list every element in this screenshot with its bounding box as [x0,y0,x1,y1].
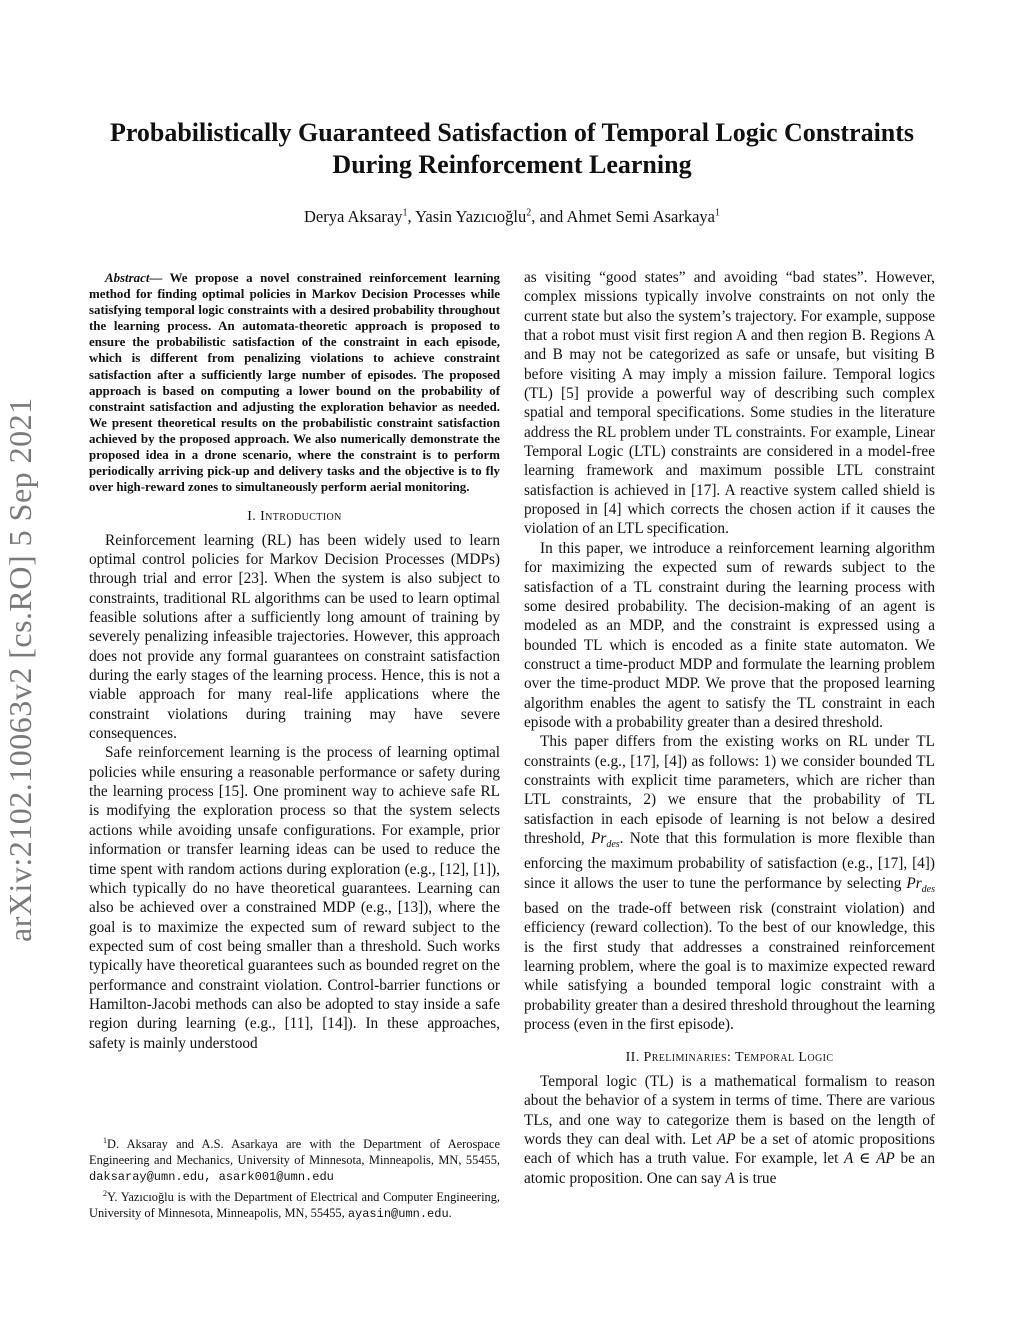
footnotes [89,1133,500,1224]
paragraph: Reinforcement learning (RL) has been widely used to learn optimal control policies for Markov Decision Processes (MDPs) through trial and error [23]. When the system is also subject to constraints, traditional RL algorithms can be used to learn optimal feasible solutions after a sufficiently long amount of training by severely penalizing infeasible trajectories. However, this approach does not provide any formal guarantees on constraint satisfaction during the early stages of the learning process. Hence, this is not a viable approach for many real-life applications where the constraint violations during training may have severe consequences. [89,531,500,743]
paragraph: Safe reinforcement learning is the process of learning optimal policies while ensuring a reasonable performance or safety during the learning process [15]. One prominent way to achieve safe RL is modifying the exploration process so that the system selects actions while avoiding unsafe configurations. For example, prior information or transfer learning ideas can be used to reduce the time spent with random actions during exploration (e.g., [12], [1]), which typically do no have theoretical guarantees. Learning can also be achieved over a constrained MDP (e.g., [13]), where the goal is to maximize the expected sum of reward subject to the expected sum of cost being smaller than a threshold. Such works typically have theoretical guarantees such as bounded regret on the performance and constraint violation. Control-barrier functions or Hamilton-Jacobi methods can also be adopted to stay inside a safe region during learning (e.g., [11], [14]). In these approaches, safety is mainly understood [89,744,500,1052]
paragraph [524,732,935,1034]
left-column [89,270,500,1053]
text-run: This paper differs from the existing works on RL under TL constraints (e.g., [17], [4]) as follows: 1) we consider bounded TL constraints with explicit time parameters, which are richer than LTL constraints, 2) we ensure that the probability of TL satisfaction in each episode of learning is not below a desired threshold, [524,733,935,847]
author-name: and Ahmet Semi Asarkaya [539,207,715,226]
title-line-1: Probabilistically Guaranteed Satisfaction of Temporal Logic Constraints [109,118,915,147]
footnote [89,1186,500,1223]
affiliation-mark: 1 [402,207,408,219]
abstract [89,270,500,495]
text-run: Temporal logic (TL) is a mathematical formalism to reason about the behavior of a system in terms of time. There are various TLs, and one way to categorize them is based on the length of words they can deal with. Let [524,1072,935,1148]
paper-title [70,117,954,181]
abstract-label: Abstract [105,271,150,285]
text-run: . Note that this formulation is more flexible than enforcing the maximum probability of satisfaction (e.g., [17], [4]) since it allows the user to tune the performance by selecting [524,829,935,892]
paragraph: as visiting “good states” and avoiding “bad states”. However, complex missions typically involve constraints on not only the current state but also the system’s trajectory. For example, suppose that a robot must visit first region A and then region B. Regions A and B may not be categorized as safe or unsafe, but visiting B before visiting A may imply a mission failure. Temporal logics (TL) [5] provide a powerful way of describing such complex spatial and temporal specifications. Some studies in the literature address the RL problem under TL constraints. For example, Linear Temporal Logic (LTL) constraints are considered in a model-free learning framework and maximum possible LTL constraint satisfaction is achieved in [17]. A reactive system called shield is proposed in [4] which corrects the chosen action if it causes the violation of an LTL specification. [524,269,935,538]
author-name: Yasin Yazıcıoğlu [415,207,527,226]
math-pr-des: $Pr_{des}$ [591,829,620,851]
footnote-text: D. Aksaray and A.S. Asarkaya are with the Department of Aerospace Engineering and Mechanics, University of Minnesota, Minneapolis, MN, 55455, [89,1137,500,1167]
footnote-mark: 2 [103,1189,107,1199]
affiliation-mark: 1 [715,207,720,219]
math-symbol: ∈ [853,1150,877,1168]
text-run: is true [738,1169,777,1187]
footnote-email: ayasin@umn.edu [347,1207,449,1222]
author-list: Derya Aksaray$^1$, Yasin Yazıcıoğlu$^2$, and Ahmet Semi Asarkaya$^1$ [303,207,720,226]
math-var: A [844,1150,854,1168]
text-run: be an atomic proposition. One can say [524,1150,935,1187]
paragraph [524,1072,935,1188]
footnote-text: Y. Yazıcıoğlu is with the Department of Electrical and Computer Engineering, University of Minnesota, Minneapolis, MN, 55455, [89,1190,500,1221]
section-heading-introduction: I. Introduction [247,509,342,525]
author-name: Derya Aksaray [303,207,403,226]
right-column [524,268,935,1188]
section-heading-preliminaries: II. Preliminaries: Temporal Logic [625,1049,834,1065]
math-pr-des: $Pr_{des}$ [906,874,935,895]
math-ap: AP [716,1130,736,1148]
paragraph: In this paper, we introduce a reinforcement learning algorithm for maximizing the expected sum of rewards subject to the satisfaction of a TL constraint during the learning process with some desired probability. The decision-making of an agent is modeled as an MDP, and the constraint is expressed using a bounded TL which is encoded as a finite state automaton. We construct a time-product MDP and formulate the learning problem over the time-product MDP. We prove that the proposed learning algorithm enables the agent to satisfy the TL constraint in each episode with a probability greater than a desired threshold. [524,539,935,731]
text-run: be a set of atomic propositions each of which has a truth value. For example, let [524,1130,935,1168]
math-var: A [725,1169,735,1187]
footnote [89,1133,500,1185]
footnote-punctuation: . [448,1206,452,1221]
footnote-email: daksaray@umn.edu, asark001@umn.edu [89,1169,334,1184]
title-line-2: During Reinforcement Learning [332,150,692,179]
text-run: based on the trade-off between risk (constraint violation) and efficiency (reward collection). To the best of our knowledge, this is the first study that addresses a constrained reinforcement learning problem, where the goal is to maximize expected reward while satisfying a bounded temporal logic constraint with a probability greater than a desired threshold throughout the learning process (even in the first episode). [524,900,935,1034]
math-ap: AP [876,1150,895,1168]
arxiv-identifier: arXiv:2102.10063v2 [cs.RO] 5 Sep 2021 [2,397,38,942]
abstract-text: — We propose a novel constrained reinforcement learning method for finding optimal policies in Markov Decision Processes while satisfying temporal logic constraints with a desired probability throughout the learning process. An automata-theoretic approach is proposed to ensure the probabilistic satisfaction of the constraint in each episode, which is different from penalizing violations to achieve constraint satisfaction after a sufficiently large number of episodes. The proposed approach is based on computing a lower bound on the probability of constraint satisfaction and adjusting the exploration behavior as needed. We present theoretical results on the probabilistic constraint satisfaction achieved by the proposed approach. We also numerically demonstrate the proposed idea in a drone scenario, where the constraint is to perform periodically arriving pick-up and delivery tasks and the objective is to fly over high-reward zones to simultaneously perform aerial monitoring. [89,271,500,495]
affiliation-mark: 2 [526,207,532,219]
footnote-mark: 1 [103,1136,107,1145]
